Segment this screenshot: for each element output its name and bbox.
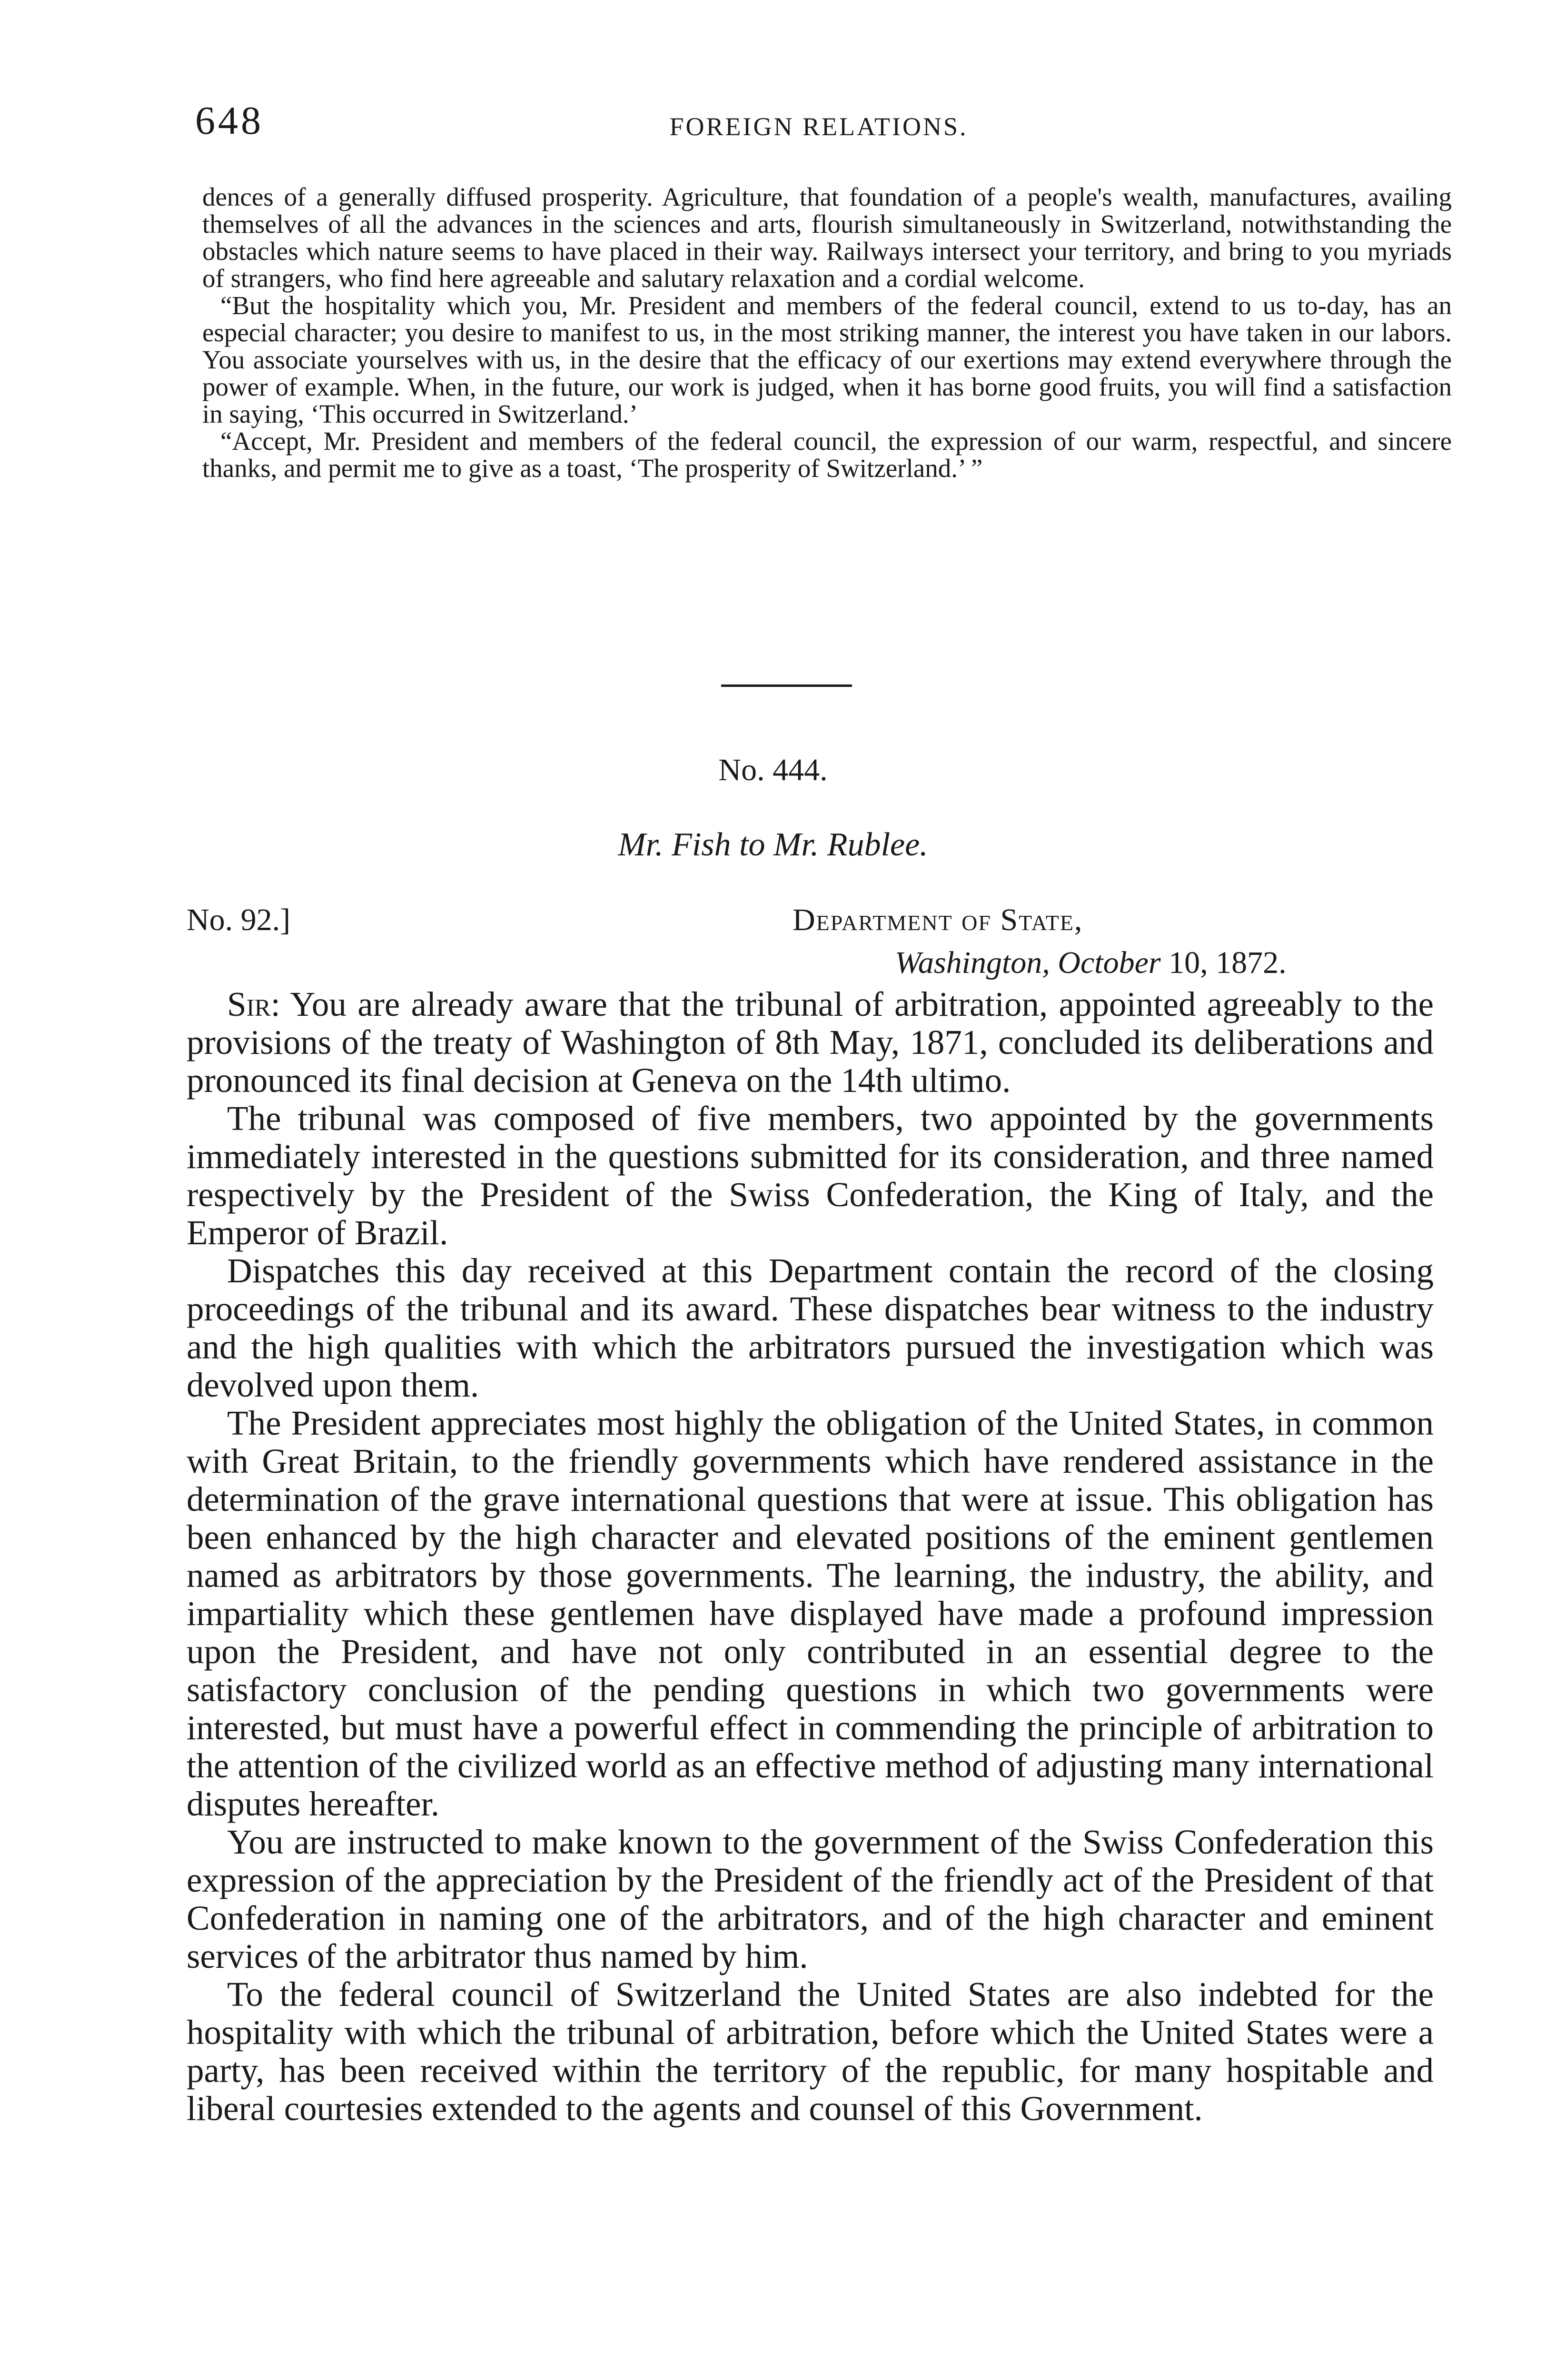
body-paragraph: The President appreciates most highly the obligation of the United States, in common with Great Britain, to the friendly governments which have rendered assistance in the determination of the grave international questions that were at issue. This obligation has been enhanced by the high character and elevated positions of the eminent gentlemen named as arbitrators by those governments. The learning, the industry, the ability, and impartiality which these gentlemen have displayed have made a profound impression upon the President, and have not only contributed in an essential degree to the satisfactory conclusion of the pending questions in which two governments were interested, but must have a powerful effect in commending the principle of arbitration to the attention of the civilized world as an effective method of adjusting many international disputes hereafter. bbox=[187, 1404, 1434, 1823]
quotation-paragraph: “Accept, Mr. President and members of the federal council, the expression of our warm, respectful, and sincere thanks, and permit me to give as a toast, ‘The prosperity of Switzerland.’ ” bbox=[202, 426, 1452, 483]
date-rest: 10, 1872. bbox=[1169, 945, 1287, 980]
department-line: Department of State, bbox=[793, 902, 1083, 937]
page-number: 648 bbox=[195, 99, 264, 143]
running-title: FOREIGN RELATIONS. bbox=[669, 112, 968, 141]
body-paragraph bbox=[187, 985, 1434, 1100]
date-month: October bbox=[1058, 945, 1161, 980]
body-paragraph: The tribunal was composed of five members, two appointed by the governments immediately interested in the questions submitted for its consideration, and three named respectively by the President of the Swiss Confederation, the King of Italy, and the Emperor of Brazil. bbox=[187, 1099, 1434, 1252]
document-number: No. 444. bbox=[718, 753, 828, 787]
place-date-line bbox=[895, 945, 1287, 981]
body-paragraph: To the federal council of Switzerland the United States are also indebted for the hospitality with which the tribunal of arbitration, before which the United States were a party, has been received within the territory of the republic, for many hospitable and liberal courtesies extended to the agents and counsel of this Government. bbox=[187, 1975, 1434, 2128]
first-paragraph-text: You are already aware that the tribunal of arbitration, appointed agreeably to the provisions of the treaty of Washington of 8th May, 1871, concluded its deliberations and pronounced its final decision at Geneva on the 14th ultimo. bbox=[187, 985, 1434, 1100]
continued-quotation bbox=[202, 183, 1452, 482]
quotation-paragraph: dences of a generally diffused prosperity. Agriculture, that foundation of a people's wealth, manufactures, availing themselves of all the advances in the sciences and arts, flourish simultaneously in Switzerland, notwithstanding the obstacles which nature seems to have placed in their way. Railways intersect your territory, and bring to you myriads of strangers, who find here agreeable and salutary relaxation and a cordial welcome. bbox=[202, 182, 1452, 293]
quotation-paragraph: “But the hospitality which you, Mr. President and members of the federal council, extend to us to-day, has an especial character; you desire to manifest to us, in the most striking manner, the interest you have taken in our labors. You associate yourselves with us, in the desire that the efficacy of our exertions may extend everywhere through the power of example. When, in the future, our work is judged, when it has borne good fruits, you will find a satisfaction in saying, ‘This occurred in Switzerland.’ bbox=[202, 291, 1452, 428]
place: Washington, bbox=[895, 945, 1050, 980]
letter-reference: No. 92.] bbox=[187, 902, 291, 937]
document-subtitle: Mr. Fish to Mr. Rublee. bbox=[618, 826, 928, 863]
salutation: Sir: bbox=[227, 985, 280, 1023]
letter-body bbox=[187, 985, 1434, 2128]
body-paragraph: Dispatches this day received at this Department contain the record of the closing proceedings of the tribunal and its award. These dispatches bear witness to the industry and the high qualities with which the arbitrators pursued the investigation which was devolved upon them. bbox=[187, 1251, 1434, 1404]
body-paragraph: You are instructed to make known to the government of the Swiss Confederation this expression of the appreciation by the President of the friendly act of the President of that Confederation in naming one of the arbitrators, and of the high character and eminent services of the arbitrator thus named by him. bbox=[187, 1823, 1434, 1975]
running-head bbox=[195, 98, 1442, 150]
section-divider bbox=[721, 684, 852, 687]
